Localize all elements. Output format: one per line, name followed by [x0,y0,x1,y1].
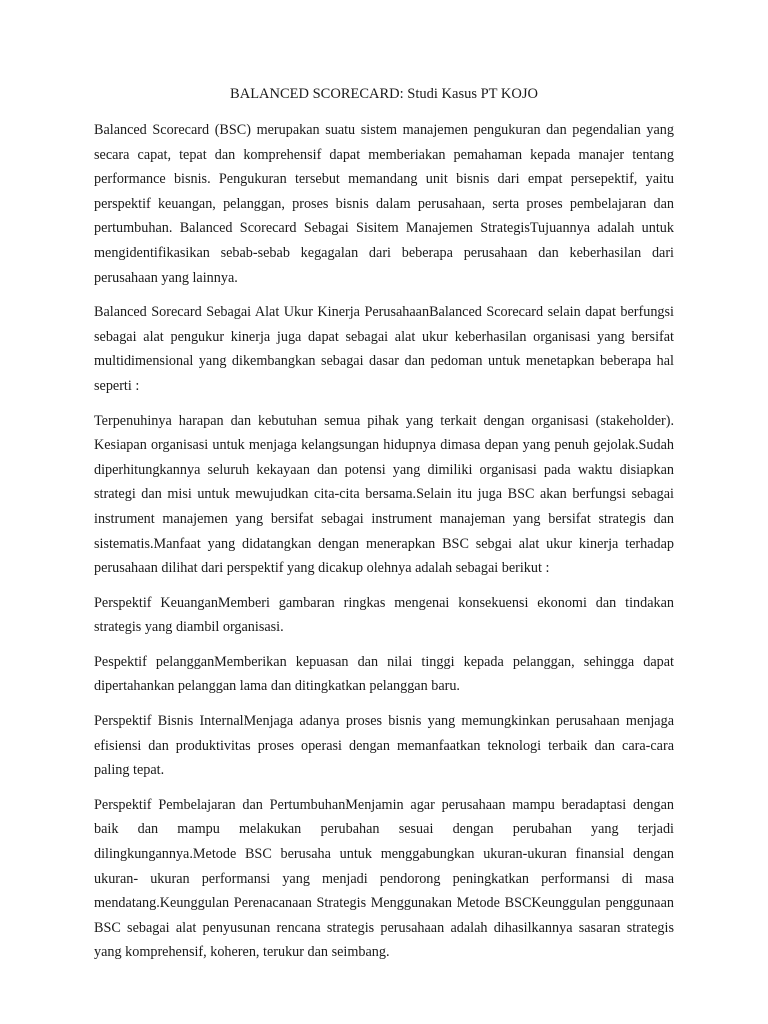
paragraph-stakeholder-expectations: Terpenuhinya harapan dan kebutuhan semua pihak yang terkait dengan organisasi (stakeholder). Kesiapan organisasi untuk menjaga kelangsungan hidupnya dimasa depan yang penuh gejolak.Sudah diperhitungkannya seluruh kekayaan dan potensi yang dimiliki organisasi pada waktu disiapkan strategi dan misi untuk mewujudkan cita-cita bersama.Selain itu juga BSC akan berfungsi sebagai instrument manajemen yang bersifat sebagai instrument manajeman yang bersifat strategis dan sistematis.Manfaat yang didatangkan dengan menerapkan BSC sebgai alat ukur kinerja terhadap perusahaan dilihat dari perspektif yang dicakup olehnya adalah sebagai berikut : [94,412,674,577]
document-page [94,84,674,975]
paragraph-bsc-performance-tool: Balanced Sorecard Sebagai Alat Ukur Kinerja PerusahaanBalanced Scorecard selain dapat berfungsi sebagai alat pengukur kinerja juga dapat sebagai alat ukur keberhasilan organisasi yang bersifat multidimensional yang dikembangkan sebagai dasar dan pedoman untuk menetapkan beberapa hal seperti : [94,304,674,394]
paragraph-internal-business-perspective: Perspektif Bisnis InternalMenjaga adanya proses bisnis yang memungkinkan perusahaan menjaga efisiensi dan produktivitas proses operasi dengan memanfaatkan teknologi terbaik dan cara-cara paling tepat. [94,713,674,779]
paragraph-financial-perspective: Perspektif KeuanganMemberi gambaran ringkas mengenai konsekuensi ekonomi dan tindakan strategis yang diambil organisasi. [94,594,674,636]
paragraph-learning-growth-perspective: Perspektif Pembelajaran dan PertumbuhanMenjamin agar perusahaan mampu beradaptasi dengan baik dan mampu melakukan perubahan sesuai dengan perubahan yang terjadi dilingkungannya.Metode BSC berusaha untuk menggabungkan ukuran-ukuran finansial dengan ukuran- ukuran performansi yang menjadi pendorong peningkatkan performansi di masa mendatang.Keunggulan Perenacanaan Strategis Menggunakan Metode BSCKeunggulan penggunaan BSC sebagai alat penyusunan rencana strategis perusahaan adalah dihasilkannya sasaran strategis yang komprehensif, koheren, terukur dan seimbang. [94,796,674,961]
document-title: BALANCED SCORECARD: Studi Kasus PT KOJO [230,86,538,102]
paragraph-customer-perspective: Pespektif pelangganMemberikan kepuasan dan nilai tinggi kepada pelanggan, sehingga dapat dipertahankan pelanggan lama dan ditingkatkan pelanggan baru. [94,653,674,695]
paragraph-bsc-definition: Balanced Scorecard (BSC) merupakan suatu sistem manajemen pengukuran dan pegendalian yang secara capat, tepat dan komprehensif dapat memberiakan pemahaman kepada manajer tentang performance bisnis. Pengukuran tersebut memandang unit bisnis dari empat persepektif, yaitu perspektif keuangan, pelanggan, proses bisnis dalam perusahaan, serta proses pembelajaran dan pertumbuhan. Balanced Scorecard Sebagai Sisitem Manajemen StrategisTujuannya adalah untuk mengidentifikasikan sebab-sebab kegagalan dari beberapa perusahaan dan keberhasilan dari perusahaan yang lainnya. [94,122,674,286]
